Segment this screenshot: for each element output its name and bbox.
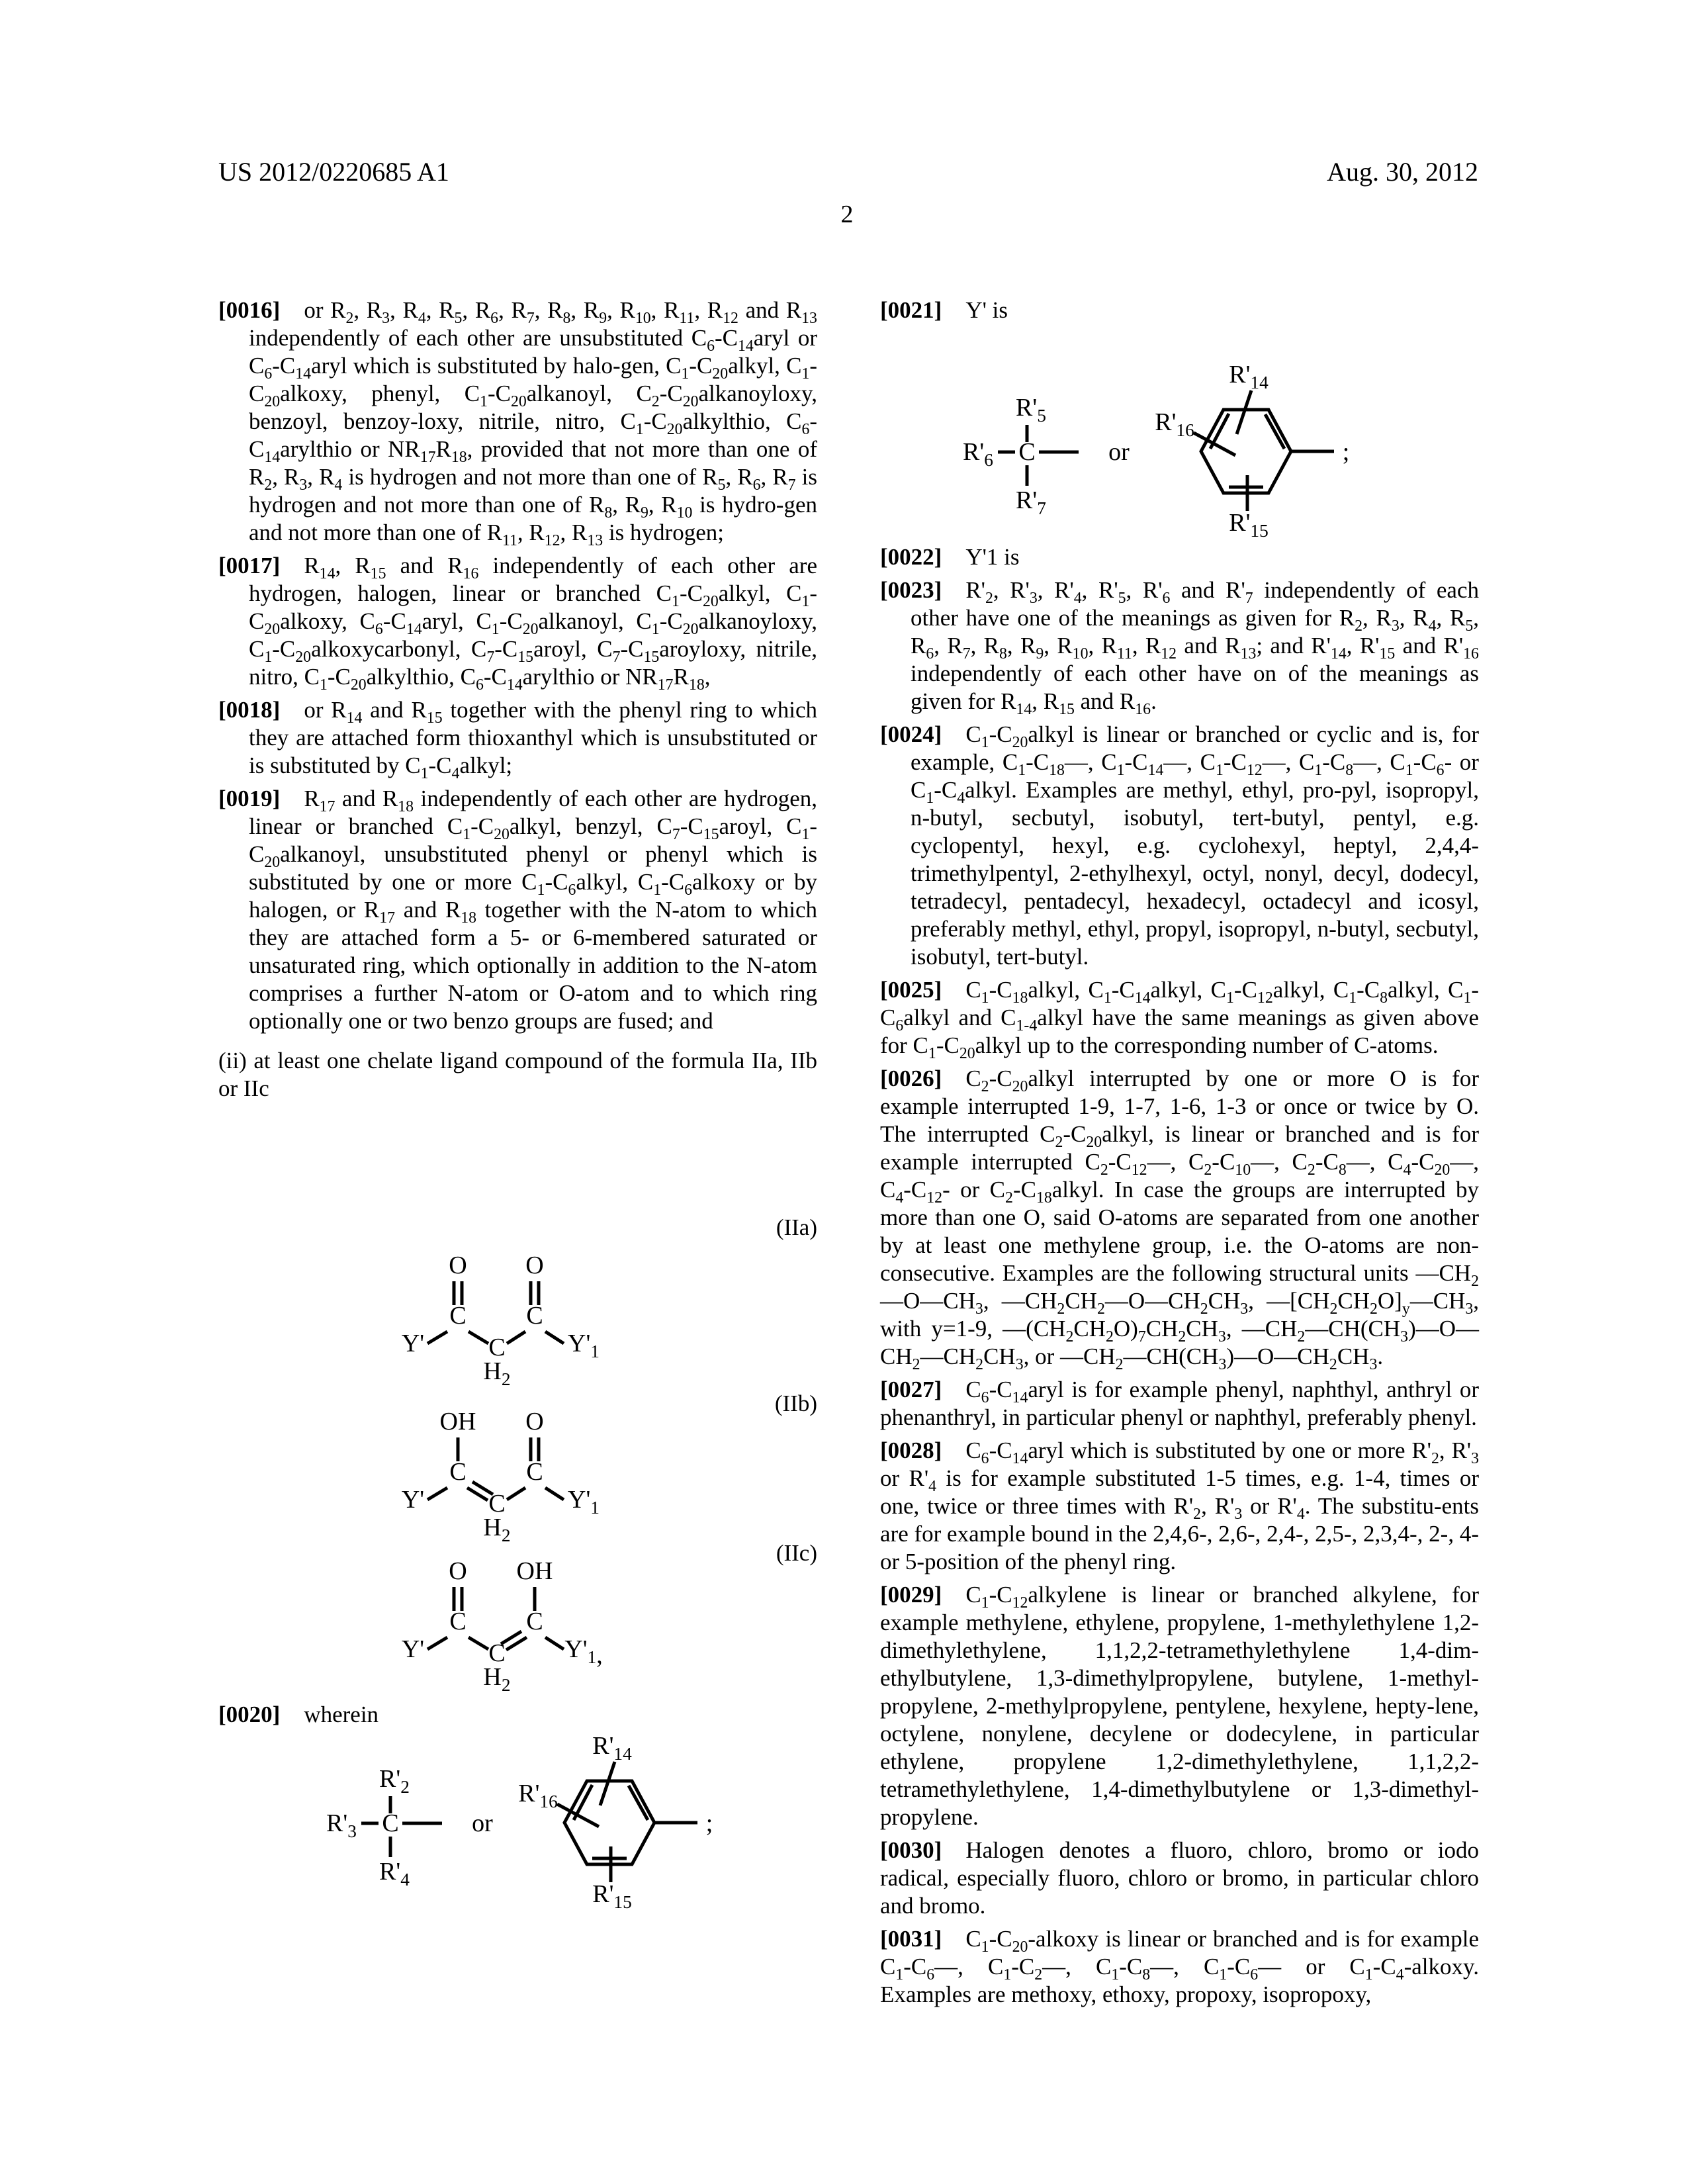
paragraph-text: Y' is [965,297,1008,323]
substituent-r15-prime: $R'_{15}$ [592,1880,632,1909]
left-column [218,291,817,1909]
paragraph-text: $C_6-C_{14}aryl$ is for example phenyl, naphthyl, anthryl or phenanthryl, in particular phenyl or naphthyl, preferably phenyl. [880,1377,1479,1430]
paragraph-0016 [218,296,817,547]
substituent-r2-prime: $R'_2$ [379,1765,410,1797]
atom-o-right: O [525,1408,544,1435]
substituent-r6-prime: $R'_6$ [963,438,993,470]
atom-c-central: C [382,1809,399,1837]
formula-label-iic: (IIc) [776,1540,817,1566]
paragraph-number: [0027] [880,1377,942,1402]
substituent-r16-prime: $R'_{16}$ [1155,408,1194,440]
paragraph-number: [0031] [880,1926,942,1952]
paragraph-0019 [218,785,817,1035]
group-y-right: $Y'_1$ [568,1330,600,1361]
paragraph-0022 [880,543,1479,571]
paragraph-number: [0020] [218,1702,281,1727]
atom-h2: $H_2$ [483,1357,511,1389]
paragraph-text: $R_{14}$, $R_{15}$ and $R_{16}$ independently of each other are hydrogen, halogen, linear or branched $C_1-C_{20}alkyl$, $C_1-C_{20}alkoxy$, $C_6-C_{14}aryl$, $C_1-C_{20}alkanoyl$, $C_1-C_{20}alkanoyloxy$, $C_1-C_{20}alkoxycarbonyl$, $C_7-C_{15}aroyl$, $C_7-C_{15}aroyloxy$, nitrile, nitro, $C_1-C_{20}alkylthio$, $C_6-C_{14}arylthio$ or $NR_{17}R_{18}$, [249,553,817,694]
substituent-r14-prime: $R'_{14}$ [1229,363,1269,392]
paragraph-0017 [218,552,817,694]
substituent-r14-prime: $R'_{14}$ [592,1734,632,1764]
paragraph-0018 [218,696,817,780]
group-y-left: Y' [401,1330,425,1357]
paragraph-text: Y'1 is [965,544,1020,570]
clause-ii [218,1047,817,1103]
paragraph-number: [0021] [880,297,942,323]
group-y-left: Y' [401,1486,425,1514]
paragraph-0026 [880,1065,1479,1371]
paragraph-0031 [880,1925,1479,2009]
atom-c-right: C [526,1608,543,1635]
group-y-right: $Y'_1$ [568,1486,600,1518]
substituent-r4-prime: $R'_4$ [379,1858,410,1889]
atom-c-mid: C [488,1334,506,1361]
atom-c-central: C [1018,438,1036,466]
paragraph-text: $C_6-C_{14}aryl$ which is substituted by one or more $R'_2$, $R'_3$ or $R'_4$ is for example substituted 1-5 times, e.g. 1-4, times or one, twice or three times with $R'_2$, $R'_3$ or $R'_4$. The substitu-ents are for example bound in the 2,4,6-, 2,6-, 2,4-, 2,5-, 2,3,4-, 2-, 4- or 5-position of the phenyl ring. [880,1437,1480,1574]
paragraph-number: [0030] [880,1837,942,1863]
semicolon: ; [1342,438,1350,466]
paragraph-text: $R_{17}$ and $R_{18}$ independently of each other are hydrogen, linear or branched $C_1-C_{20}alkyl$, benzyl, $C_7-C_{15}aroyl$, $C_1-C_{20}alkanoyl$, unsubstituted phenyl or phenyl which is substituted by one or more $C_1-C_6alkyl$, $C_1-C_6alkoxy$ or by halogen, or $R_{17}$ and $R_{18}$ together with the N-atom to which they are attached form a 5- or 6-membered saturated or unsaturated ring, which optionally in addition to the N-atom comprises a further N-atom or O-atom and to which ring optionally one or two benzo groups are fused; and [249,786,818,1034]
paragraph-0029 [880,1581,1479,1831]
paragraph-0020 [218,1701,817,1729]
paragraph-number: [0028] [880,1437,942,1463]
paragraph-number: [0023] [880,577,942,603]
group-oh-right: OH [516,1557,553,1585]
group-oh-left: OH [439,1408,476,1435]
substituent-r15-prime: $R'_{15}$ [1229,509,1269,538]
atom-c-mid: C [488,1639,506,1667]
substituent-r16-prime: $R'_{16}$ [518,1780,558,1811]
paragraph-0030 [880,1837,1479,1920]
atom-c-mid: C [488,1490,506,1518]
paragraph-text: Halogen denotes a fluoro, chloro, bromo or iodo radical, especially fluoro, chloro or bromo, in particular chloro and bromo. [880,1837,1479,1919]
group-y-right: $Y'_1$, [564,1635,603,1669]
atom-h2: $H_2$ [483,1663,511,1695]
atom-c-left: C [449,1608,467,1635]
paragraph-number: [0016] [218,297,281,323]
atom-c-left: C [449,1302,467,1330]
paragraph-number: [0017] [218,553,281,578]
publication-date: Aug. 30, 2012 [1327,157,1478,187]
paragraph-number: [0018] [218,697,281,723]
paragraph-number: [0029] [880,1582,942,1608]
paragraph-0025 [880,976,1479,1060]
paragraph-0023 [880,576,1479,718]
formula-label-iia: (IIa) [776,1214,817,1240]
paragraph-text: $C_1-C_{20}$-alkoxy is linear or branched and is for example $C_1-C_6—$, $C_1-C_2—$, $C_1-C_8—$, $C_1-C_6—$ or $C_1-C_4$-alkoxy. Examples are methoxy, ethoxy, propoxy, isopropoxy, [880,1926,1479,2007]
paragraph-text: or $R_2$, $R_3$, $R_4$, $R_5$, $R_6$, $R_7$, $R_8$, $R_9$, $R_{10}$, $R_{11}$, $R_{12}$ and $R_{13}$ independently of each other are unsubstituted $C_6-C_{14}aryl$ or $C_6-C_{14}aryl$ which is substituted by halo-gen, $C_1-C_{20}alkyl$, $C_1-C_{20}alkoxy$, phenyl, $C_1-C_{20}alkanoyl$, $C_2-C_{20}alkanoyloxy$, benzoyl, benzoy-loxy, nitrile, nitro, $C_1-C_{20}alkylthio$, $C_6-C_{14}arylthio$ or $NR_{17}R_{18}$, provided that not more than one of $R_2$, $R_3$, $R_4$ is hydrogen and not more than one of $R_5$, $R_6$, $R_7$ is hydrogen and not more than one of $R_8$, $R_9$, $R_{10}$ is hydro-gen and not more than one of $R_{11}$, $R_{12}$, $R_{13}$ is hydrogen; [249,297,817,549]
publication-number: US 2012/0220685 A1 [218,157,449,187]
paragraph-0021 [880,296,1479,324]
page-number: 2 [840,201,854,228]
paragraph-text: $C_2-C_{20}alkyl$ interrupted by one or more O is for example interrupted 1-9, 1-7, 1-6, 1-3 or once or twice by O. The interrupted $C_2-C_{20}alkyl$, is linear or branched and is for example interrupted $C_2-C_{12}—$, $C_2-C_{10}—$, $C_2-C_8—$, $C_4-C_{20}—$, $C_4-C_{12}-$ or $C_2-C_{18}alkyl$. In case the groups are interrupted by more than one O, said O-atoms are separated from one another by at least one methylene group, i.e. the O-atoms are non-consecutive. Examples are the following structural units $—CH_2—O—CH_3$, $—CH_2CH_2—O—CH_2CH_3$, $—[CH_2CH_2O]_y—CH_3$, with y=1-9, $—(CH_2CH_2O)_7CH_2CH_3$, $—CH_2—CH(CH_3)—O—CH_2—CH_2CH_3$, or $—CH_2—CH(CH_3)—O—CH_2CH_3$. [880,1066,1479,1373]
paragraph-number: [0024] [880,721,942,747]
paragraph-text: or $R_{14}$ and $R_{15}$ together with the phenyl ring to which they are attached form thioxanthyl which is unsubstituted or is substituted by $C_1-C_4alkyl$; [249,697,817,782]
clause-text: (ii) at least one chelate ligand compound of the formula IIa, IIb or IIc [218,1048,817,1101]
substituent-r5-prime: $R'_5$ [1016,394,1046,426]
or-word: or [472,1809,493,1837]
atom-c-left: C [449,1458,467,1486]
atom-h2: $H_2$ [483,1514,511,1545]
atom-o-left: O [449,1557,467,1585]
paragraph-0027 [880,1376,1479,1432]
right-column [880,291,1479,2009]
paragraph-text: $R'_2$, $R'_3$, $R'_4$, $R'_5$, $R'_6$ and $R'_7$ independently of each other have one of the meanings as given for $R_2$, $R_3$, $R_4$, $R_5$, $R_6$, $R_7$, $R_8$, $R_9$, $R_{10}$, $R_{11}$, $R_{12}$ and $R_{13}$; and $R'_{14}$, $R'_{15}$ and $R'_{16}$ independently of each other have on of the meanings as given for $R_{14}$, $R_{15}$ and $R_{16}$. [911,577,1479,718]
atom-c-right: C [526,1302,543,1330]
structure-iia [389,1250,607,1390]
paragraph-number: [0026] [880,1066,942,1091]
paragraph-number: [0019] [218,786,281,811]
paragraph-text: $C_1-C_{12}alkylene$ is linear or branched alkylene, for example methylene, ethylene, propylene, 1-methylethylene 1,2-dimethylethylene, 1,1,2,2-tetramethylethylene 1,4-dim-ethylbutylene, 1,3-dimethylpropylene, butylene, 1-methyl-propylene, 2-methylpropylene, pentylene, hexylene, hepty-lene, octylene, nonylene, decylene or dodecylene, in particular ethylene, propylene 1,2-dimethylethylene, 1,1,2,2-tetramethylethylene, 1,4-dimethylbutylene or 1,3-dimethyl-propylene. [880,1582,1479,1830]
semicolon: ; [705,1809,713,1837]
structure-iib [389,1406,607,1546]
formula-label-iib: (IIb) [774,1390,817,1416]
paragraph-text: $C_1-C_{20}alkyl$ is linear or branched or cyclic and is, for example, $C_1-C_{18}—$, $C_1-C_{14}—$, $C_1-C_{12}—$, $C_1-C_8—$, $C_1-C_6-$ or $C_1-C_4alkyl$. Examples are methyl, ethyl, pro-pyl, isopropyl, n-butyl, secbutyl, isobutyl, tert-butyl, pentyl, e.g. cyclopentyl, hexyl, e.g. cyclohexyl, heptyl, 2,4,4-trimethylpentyl, 2-ethylhexyl, octyl, nonyl, decyl, dodecyl, tetradecyl, pentadecyl, hexadecyl, octadecyl and icosyl, preferably methyl, ethyl, propyl, isopropyl, n-butyl, secbutyl, isobutyl, tert-butyl. [911,721,1479,970]
structure-iic [389,1555,607,1696]
paragraph-0024 [880,721,1479,971]
substituent-r7-prime: $R'_7$ [1016,486,1046,518]
paragraph-0028 [880,1437,1479,1576]
paragraph-text: $C_1-C_{18}alkyl$, $C_1-C_{14}alkyl$, $C_1-C_{12}alkyl$, $C_1-C_8alkyl$, $C_1-C_6alkyl$ and $C_{1-4}alkyl$ have the same meanings as given above for $C_1-C_{20}alkyl$ up to the corresponding number of C-atoms. [880,977,1480,1062]
substituent-r3-prime: $R'_3$ [326,1809,357,1841]
or-word: or [1108,438,1130,466]
paragraph-number: [0025] [880,977,942,1003]
paragraph-text: wherein [304,1702,379,1727]
paragraph-number: [0022] [880,544,942,570]
structure-y-prime-1 [952,363,1375,538]
group-y-left: Y' [401,1635,425,1663]
atom-o-left: O [449,1251,467,1279]
structure-y-prime [315,1734,738,1909]
atom-o-right: O [525,1251,544,1279]
atom-c-right: C [526,1458,543,1486]
